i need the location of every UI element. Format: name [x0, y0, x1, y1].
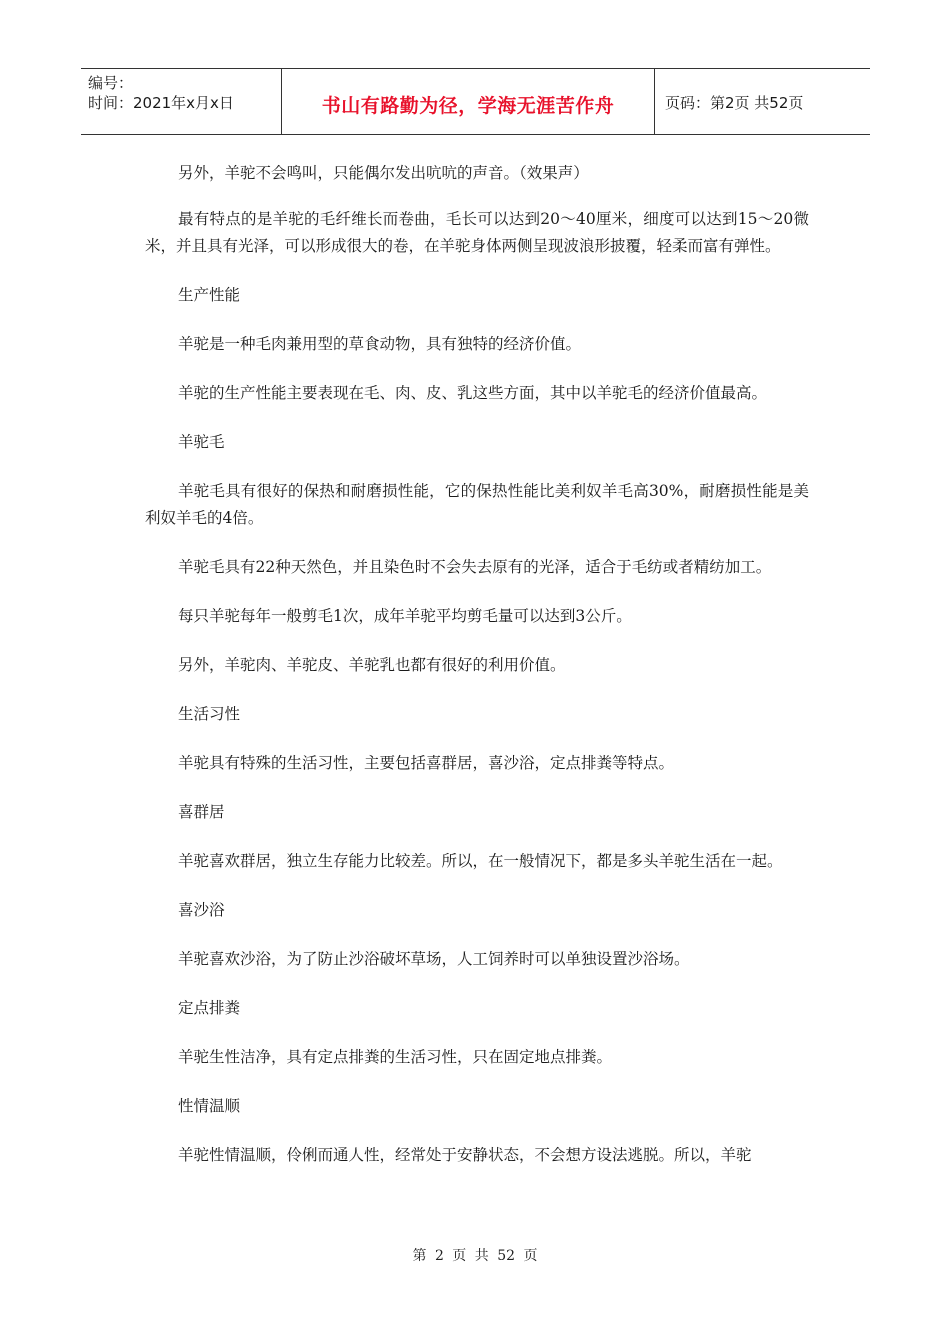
paragraph: 羊驼毛具有22种天然色，并且染色时不会失去原有的光泽，适合于毛纺或者精纺加工。	[178, 558, 772, 576]
paragraph: 最有特点的是羊驼的毛纤维长而卷曲，毛长可以达到20～40厘米，细度可以达到15～20微米，并且具有光泽，可以形成很大的卷，在羊驼身体两侧呈现波浪形披覆，轻柔而富有弹性。	[145, 210, 809, 255]
paragraph: 羊驼是一种毛肉兼用型的草食动物，具有独特的经济价值。	[178, 335, 582, 353]
paragraph: 羊驼生性洁净，具有定点排粪的生活习性，只在固定地点排粪。	[178, 1048, 613, 1066]
section-heading: 性情温顺	[178, 1097, 241, 1115]
section-heading: 喜沙浴	[178, 901, 225, 919]
paragraph: 羊驼喜欢沙浴，为了防止沙浴破坏草场，人工饲养时可以单独设置沙浴场。	[178, 950, 690, 968]
paragraph: 羊驼具有特殊的生活习性，主要包括喜群居，喜沙浴，定点排粪等特点。	[178, 754, 675, 772]
header-meta	[81, 69, 282, 134]
section-heading: 羊驼毛	[178, 433, 225, 451]
paragraph: 羊驼性情温顺，伶俐而通人性，经常处于安静状态，不会想方设法逃脱。所以，羊驼	[178, 1146, 752, 1164]
paragraph: 另外，羊驼肉、羊驼皮、羊驼乳也都有很好的利用价值。	[178, 656, 566, 674]
number-label: 编号：	[88, 74, 134, 92]
paragraph: 另外，羊驼不会鸣叫，只能偶尔发出吭吭的声音。（效果声）	[178, 164, 589, 182]
section-heading: 生活习性	[178, 705, 241, 723]
paragraph: 羊驼毛具有很好的保热和耐磨损性能，它的保热性能比美利奴羊毛高30%，耐磨损性能是美利奴羊毛的4倍。	[145, 482, 809, 527]
document-body	[145, 160, 809, 1191]
time-label: 时间：2021年x月x日	[88, 94, 234, 112]
section-heading: 定点排粪	[178, 999, 241, 1017]
paragraph: 羊驼的生产性能主要表现在毛、肉、皮、乳这些方面，其中以羊驼毛的经济价值最高。	[178, 384, 768, 402]
header-motto: 书山有路勤为径，学海无涯苦作舟	[282, 69, 655, 134]
section-heading: 喜群居	[178, 803, 225, 821]
section-heading: 生产性能	[178, 286, 241, 304]
paragraph: 羊驼喜欢群居，独立生存能力比较差。所以，在一般情况下，都是多头羊驼生活在一起。	[178, 852, 783, 870]
paragraph: 每只羊驼每年一般剪毛1次，成年羊驼平均剪毛量可以达到3公斤。	[178, 607, 632, 625]
page-footer: 第 2 页 共 52 页	[412, 1248, 538, 1264]
header-page-info: 页码：第2页 共52页	[665, 94, 804, 112]
page-header	[81, 68, 870, 135]
